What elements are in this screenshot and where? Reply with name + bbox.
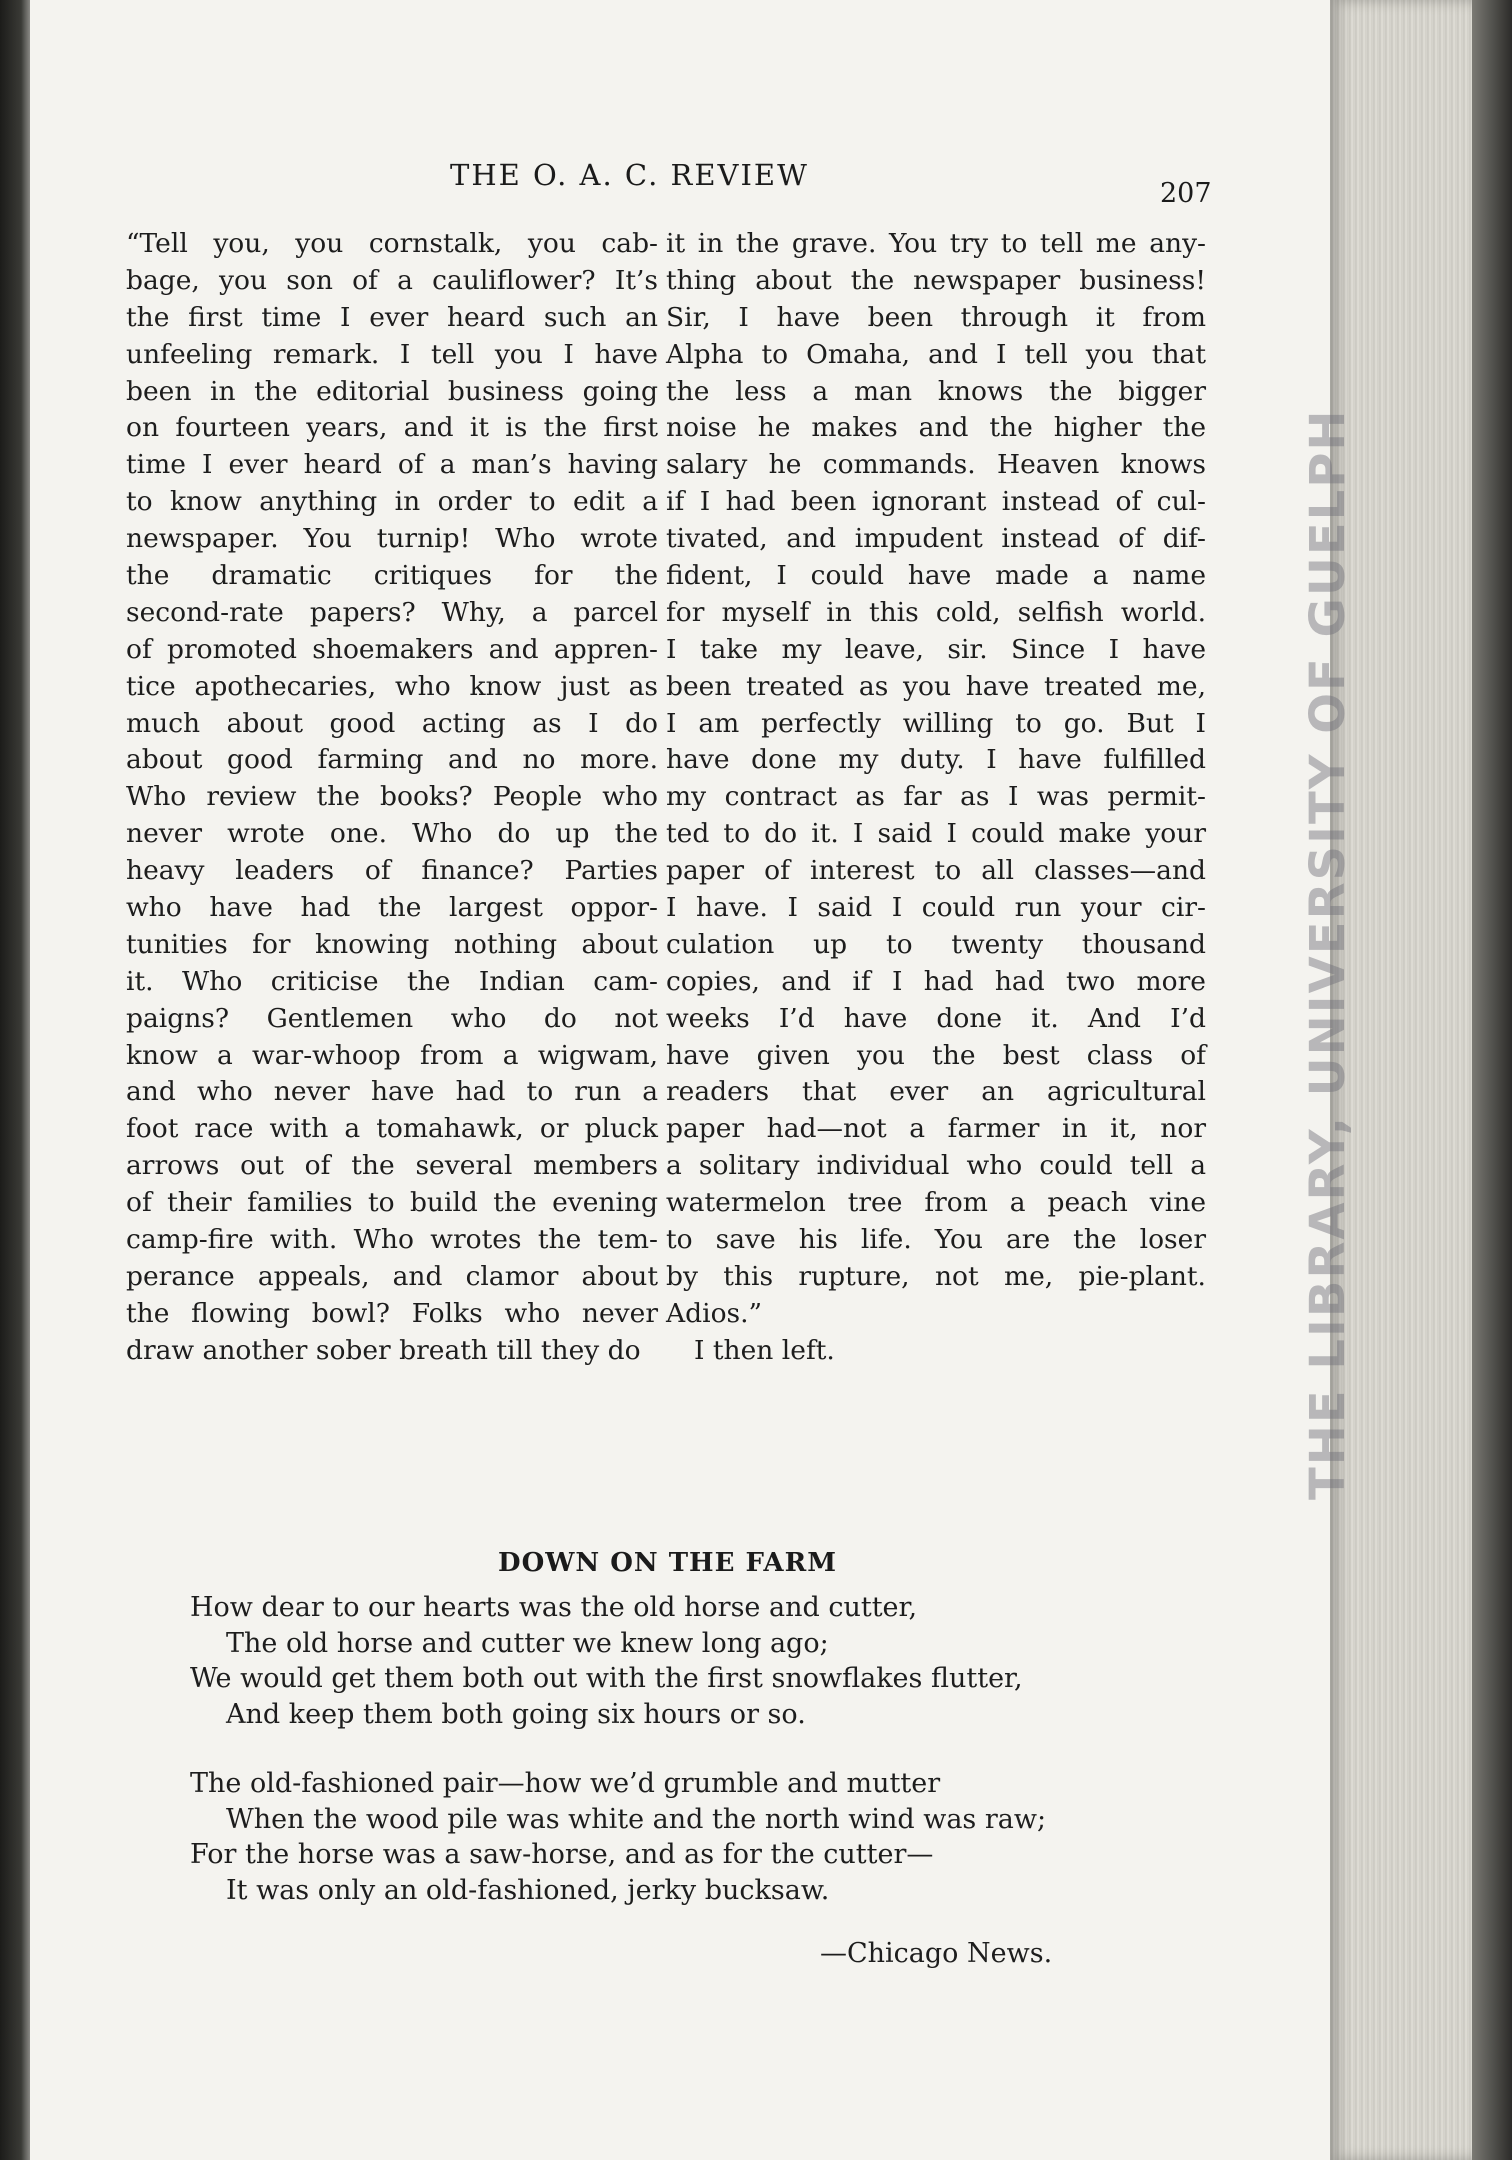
closing-line: I then left. [694,1334,835,1366]
poem-line: It was only an old-fashioned, jerky bucksaw. [226,1874,830,1906]
text-line: much about good acting as I do [126,707,658,739]
text-line: Who review the books? People who [126,781,658,813]
text-line: who have had the largest oppor- [126,892,658,924]
text-line: second-rate papers? Why, a parcel [126,596,658,628]
text-line: I am perfectly willing to go. But I [666,707,1206,739]
text-line: thing about the newspaper business! [666,264,1206,296]
text-line: never wrote one. Who do up the [126,818,658,850]
text-line: bage, you son of a cauliflower? It’s [126,264,658,296]
text-line: fident, I could have made a name [666,560,1206,592]
text-line: if I had been ignorant instead of cul- [666,486,1206,518]
text-line: copies, and if I had had two more [666,965,1206,997]
text-line: watermelon tree from a peach vine [666,1187,1206,1219]
text-line: paper had—not a farmer in it, nor [666,1113,1206,1145]
text-line: the dramatic critiques for the [126,560,658,592]
text-line: salary he commands. Heaven knows [666,449,1206,481]
text-line: and who never have had to run a [126,1076,658,1108]
text-line: foot race with a tomahawk, or pluck [126,1113,658,1145]
text-line: time I ever heard of a man’s having [126,449,658,481]
text-line: about good farming and no more. [126,744,658,776]
text-line: tivated, and impudent instead of dif- [666,523,1206,555]
text-line: of promoted shoemakers and appren- [126,633,658,665]
text-line: arrows out of the several members [126,1150,658,1182]
poem-stanza-1 [190,1590,1046,1732]
text-line: perance appeals, and clamor about [126,1260,658,1292]
poem-line: And keep them both going six hours or so. [226,1698,806,1730]
text-line: culation up to twenty thousand [666,928,1206,960]
poem-line: How dear to our hearts was the old horse and cutter, [190,1592,918,1623]
text-line: of their families to build the evening [126,1187,658,1219]
text-line: unfeeling remark. I tell you I have [126,338,658,370]
text-line: paper of interest to all classes—and [666,855,1206,887]
book-cover-edge [1472,0,1512,2160]
poem-body [190,1590,1046,1942]
text-line: my contract as far as I was permit- [666,781,1206,813]
text-line: Alpha to Omaha, and I tell you that [666,338,1206,370]
text-line: camp-fire with. Who wrotes the tem- [126,1224,658,1256]
text-line: the less a man knows the bigger [666,375,1206,407]
text-line: ted to do it. I said I could make your [666,818,1206,850]
text-line: to know anything in order to edit a [126,486,658,518]
text-line: been in the editorial business going [126,375,658,407]
text-line: newspaper. You turnip! Who wrote [126,523,658,555]
page-number: 207 [1160,178,1212,209]
book-page [30,0,1410,2160]
poem-line: We would get them both out with the first snowflakes flutter, [190,1663,1023,1694]
poem-title: DOWN ON THE FARM [498,1548,837,1578]
text-line: “Tell you, you cornstalk, you cab- [126,228,658,259]
text-line: the flowing bowl? Folks who never [126,1297,658,1329]
text-line: on fourteen years, and it is the first [126,412,658,444]
poem-line: The old-fashioned pair—how we’d grumble and mutter [190,1768,941,1799]
text-line: a solitary individual who could tell a [666,1150,1206,1182]
text-line: I have. I said I could run your cir- [666,892,1206,924]
text-line: readers that ever an agricultural [666,1076,1206,1108]
text-line: tunities for knowing nothing about [126,928,658,960]
text-line: it. Who criticise the Indian cam- [126,965,658,997]
text-line: heavy leaders of finance? Parties [126,855,658,887]
text-line: draw another sober breath till they do [126,1334,641,1366]
text-line: the first time I ever heard such an [126,301,658,333]
text-line: noise he makes and the higher the [666,412,1206,444]
running-title: THE O. A. C. REVIEW [450,158,809,192]
text-line: paigns? Gentlemen who do not [126,1002,658,1034]
text-line: tice apothecaries, who know just as [126,670,658,702]
text-line: it in the grave. You try to tell me any- [666,228,1206,259]
poem-line: The old horse and cutter we knew long ago; [226,1627,829,1659]
text-line: know a war-whoop from a wigwam, [126,1039,658,1071]
text-line: Sir, I have been through it from [666,301,1206,333]
text-line: by this rupture, not me, pie-plant. [666,1260,1206,1292]
text-line: been treated as you have treated me, [666,670,1206,702]
poem-stanza-2 [190,1766,1046,1908]
article-right-column [666,226,1206,1370]
text-line: have given you the best class of [666,1039,1206,1071]
text-line: have done my duty. I have fulfilled [666,744,1206,776]
text-line: I take my leave, sir. Since I have [666,633,1206,665]
poem-line: When the wood pile was white and the north wind was raw; [226,1803,1047,1835]
text-line: weeks I’d have done it. And I’d [666,1002,1206,1034]
poem-line: For the horse was a saw-horse, and as for the cutter— [190,1839,934,1870]
article-left-column [126,226,658,1370]
text-line: Adios.” [666,1297,763,1329]
library-stamp: THE LIBRARY, UNIVERSITY OF GUELPH [1300,408,1356,1500]
text-line: to save his life. You are the loser [666,1224,1206,1256]
poem-attribution: —Chicago News. [820,1938,1053,1969]
text-line: for myself in this cold, selfish world. [666,596,1206,628]
book-gutter-shadow [0,0,30,2160]
